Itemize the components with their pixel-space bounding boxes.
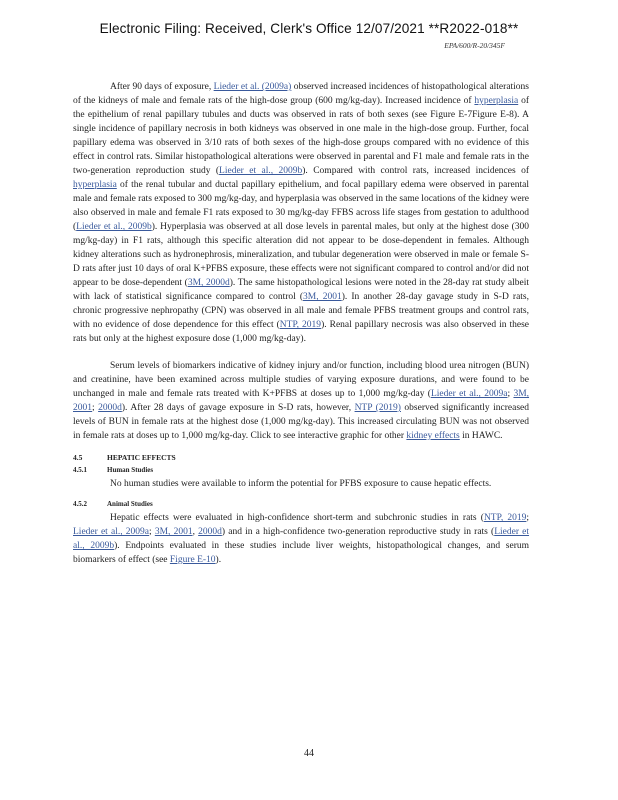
text: ; [507, 389, 514, 399]
citation-link[interactable]: NTP, 2019 [279, 320, 322, 330]
citation-link[interactable]: Lieder et al., 2009a [73, 527, 149, 537]
text: of the renal tubular and ductal papillary epithelium, and focal papillary edema were observed in parental male and female rats exposed to 300 mg/kg-day, and hyperplasia was observed in the same locations of the kidney were also observed in male and female F1 rats exposed to 30 mg/kg-day FFBS across life stages from gestation to adulthood ( [73, 180, 530, 232]
section-title: HEPATIC EFFECTS [107, 453, 176, 462]
hawc-link-kidney-effects[interactable]: kidney effects [406, 431, 460, 441]
citation-link[interactable]: NTP (2019) [354, 403, 401, 413]
citation-link[interactable]: 3M, 2000d [187, 278, 230, 288]
citation-link[interactable]: Lieder et al., 2009b [73, 527, 530, 551]
text: ; [92, 403, 99, 413]
section-number: 4.5.1 [73, 466, 87, 474]
text: of the epithelium of renal papillary tubules and ducts was observed in rats of both sexes (see Figure E-7Figure E-8). A single incidence of papillary necrosis in both kidneys was observed in one male in the high-dose group. Further, focal papillary edema was observed in 3/10 rats of both sexes of the high-dose groups compared with no evidence of this effect in control rats. Similar histopathological alterations were observed in parental and F1 male and female rats in the two-generation reproduction study ( [73, 96, 530, 176]
glossary-link-hyperplasia[interactable]: hyperplasia [73, 180, 117, 190]
figure-link[interactable]: Figure E-10 [169, 555, 216, 565]
citation-link[interactable]: NTP, 2019 [483, 513, 527, 523]
glossary-link-hyperplasia[interactable]: hyperplasia [474, 96, 519, 106]
text: ). Renal papillary necrosis was also observed in these rats but only at the highest exposure dose (1,000 mg/kg-day). [73, 320, 529, 344]
citation-link[interactable]: 3M, 2001 [303, 292, 342, 302]
text: ; [149, 527, 155, 537]
text: observed significantly increased levels of BUN in female rats at the highest dose (1,000 mg/kg-day). This increased circulating BUN was not observed in female rats at doses up to 1,000 mg/kg-day. Click to see interactive graphic for other [73, 403, 530, 441]
text: in HAWC. [462, 431, 503, 441]
text: ). [215, 555, 222, 565]
filing-stamp-header: Electronic Filing: Received, Clerk's Office 12/07/2021 **R2022-018** [99, 21, 519, 36]
section-heading-hepatic [73, 451, 529, 464]
text: observed increased incidences of histopathological alterations of the kidneys of male and female rats of the high-dose group (600 mg/kg-day). Increased incidence of [73, 82, 530, 106]
subsection-heading-animal [73, 498, 529, 511]
document-id: EPA/600/R-20/345F [444, 41, 505, 50]
citation-link[interactable]: Lieder et al., 2009b [219, 166, 303, 176]
paragraph-kidney-biomarkers [73, 359, 529, 443]
text: ). Endpoints evaluated in these studies include liver weights, histopathological changes, and serum biomarkers of effect (see [73, 541, 529, 565]
document-body [73, 80, 529, 567]
text: ; [526, 513, 529, 523]
text: After 90 days of exposure, [110, 82, 212, 92]
text: ) and in a high-confidence two-generation reproductive study in rats ( [221, 527, 495, 537]
text: ). Hyperplasia was observed at all dose levels in parental males, but only at the highest dose (300 mg/kg-day) in F1 rats, although this specific alteration did not appear to be dose-dependent in females. Although kidney alterations such as hydronephrosis, mineralization, and tubular degeneration were observed in male or female S-D rats after just 10 days of oral K+PFBS exposure, these effects were not significant compared to control and/or did not appear to be dose-dependent ( [73, 222, 529, 288]
text: ). In another 28-day gavage study in S-D rats, chronic progressive nephropathy (CPN) was observed in all male and female PFBS treatment groups and control rats, with no evidence of dose dependence for this effect ( [73, 292, 530, 330]
text: ). Compared with control rats, increased incidences of [302, 166, 529, 176]
text: ). The same histopathological lesions were noted in the 28-day rat study albeit with lack of statistical significance compared to control ( [73, 278, 529, 302]
page-number: 44 [304, 748, 314, 759]
paragraph-animal-studies [73, 511, 529, 567]
subsection-heading-human [73, 464, 529, 477]
section-title: Human Studies [107, 466, 154, 474]
citation-link[interactable]: Lieder et al. (2009a) [213, 82, 292, 92]
section-title: Animal Studies [107, 500, 153, 508]
citation-link[interactable]: 3M, 2001 [73, 389, 530, 413]
text: Hepatic effects were evaluated in high-confidence short-term and subchronic studies in rats ( [110, 513, 484, 523]
section-number: 4.5.2 [73, 500, 87, 508]
text: Serum levels of biomarkers indicative of kidney injury and/or function, including blood urea nitrogen (BUN) and creatinine, have been examined across multiple studies of varying exposure durations, and were found to be unchanged in male and female rats treated with K+PFBS at doses up to 1,000 mg/kg-day ( [73, 361, 529, 399]
text: ). After 28 days of gavage exposure in S-D rats, however, [121, 403, 352, 413]
text: , [192, 527, 199, 537]
section-number: 4.5 [73, 453, 83, 462]
citation-link[interactable]: 2000d [98, 403, 122, 413]
paragraph-kidney-histopathology [73, 80, 529, 346]
citation-link[interactable]: 2000d [198, 527, 222, 537]
citation-link[interactable]: Lieder et al., 2009b [76, 222, 152, 232]
paragraph-human-studies: No human studies were available to inform the potential for PFBS exposure to cause hepatic effects. [110, 479, 492, 489]
citation-link[interactable]: Lieder et al., 2009a [430, 389, 508, 399]
citation-link[interactable]: 3M, 2001 [154, 527, 193, 537]
